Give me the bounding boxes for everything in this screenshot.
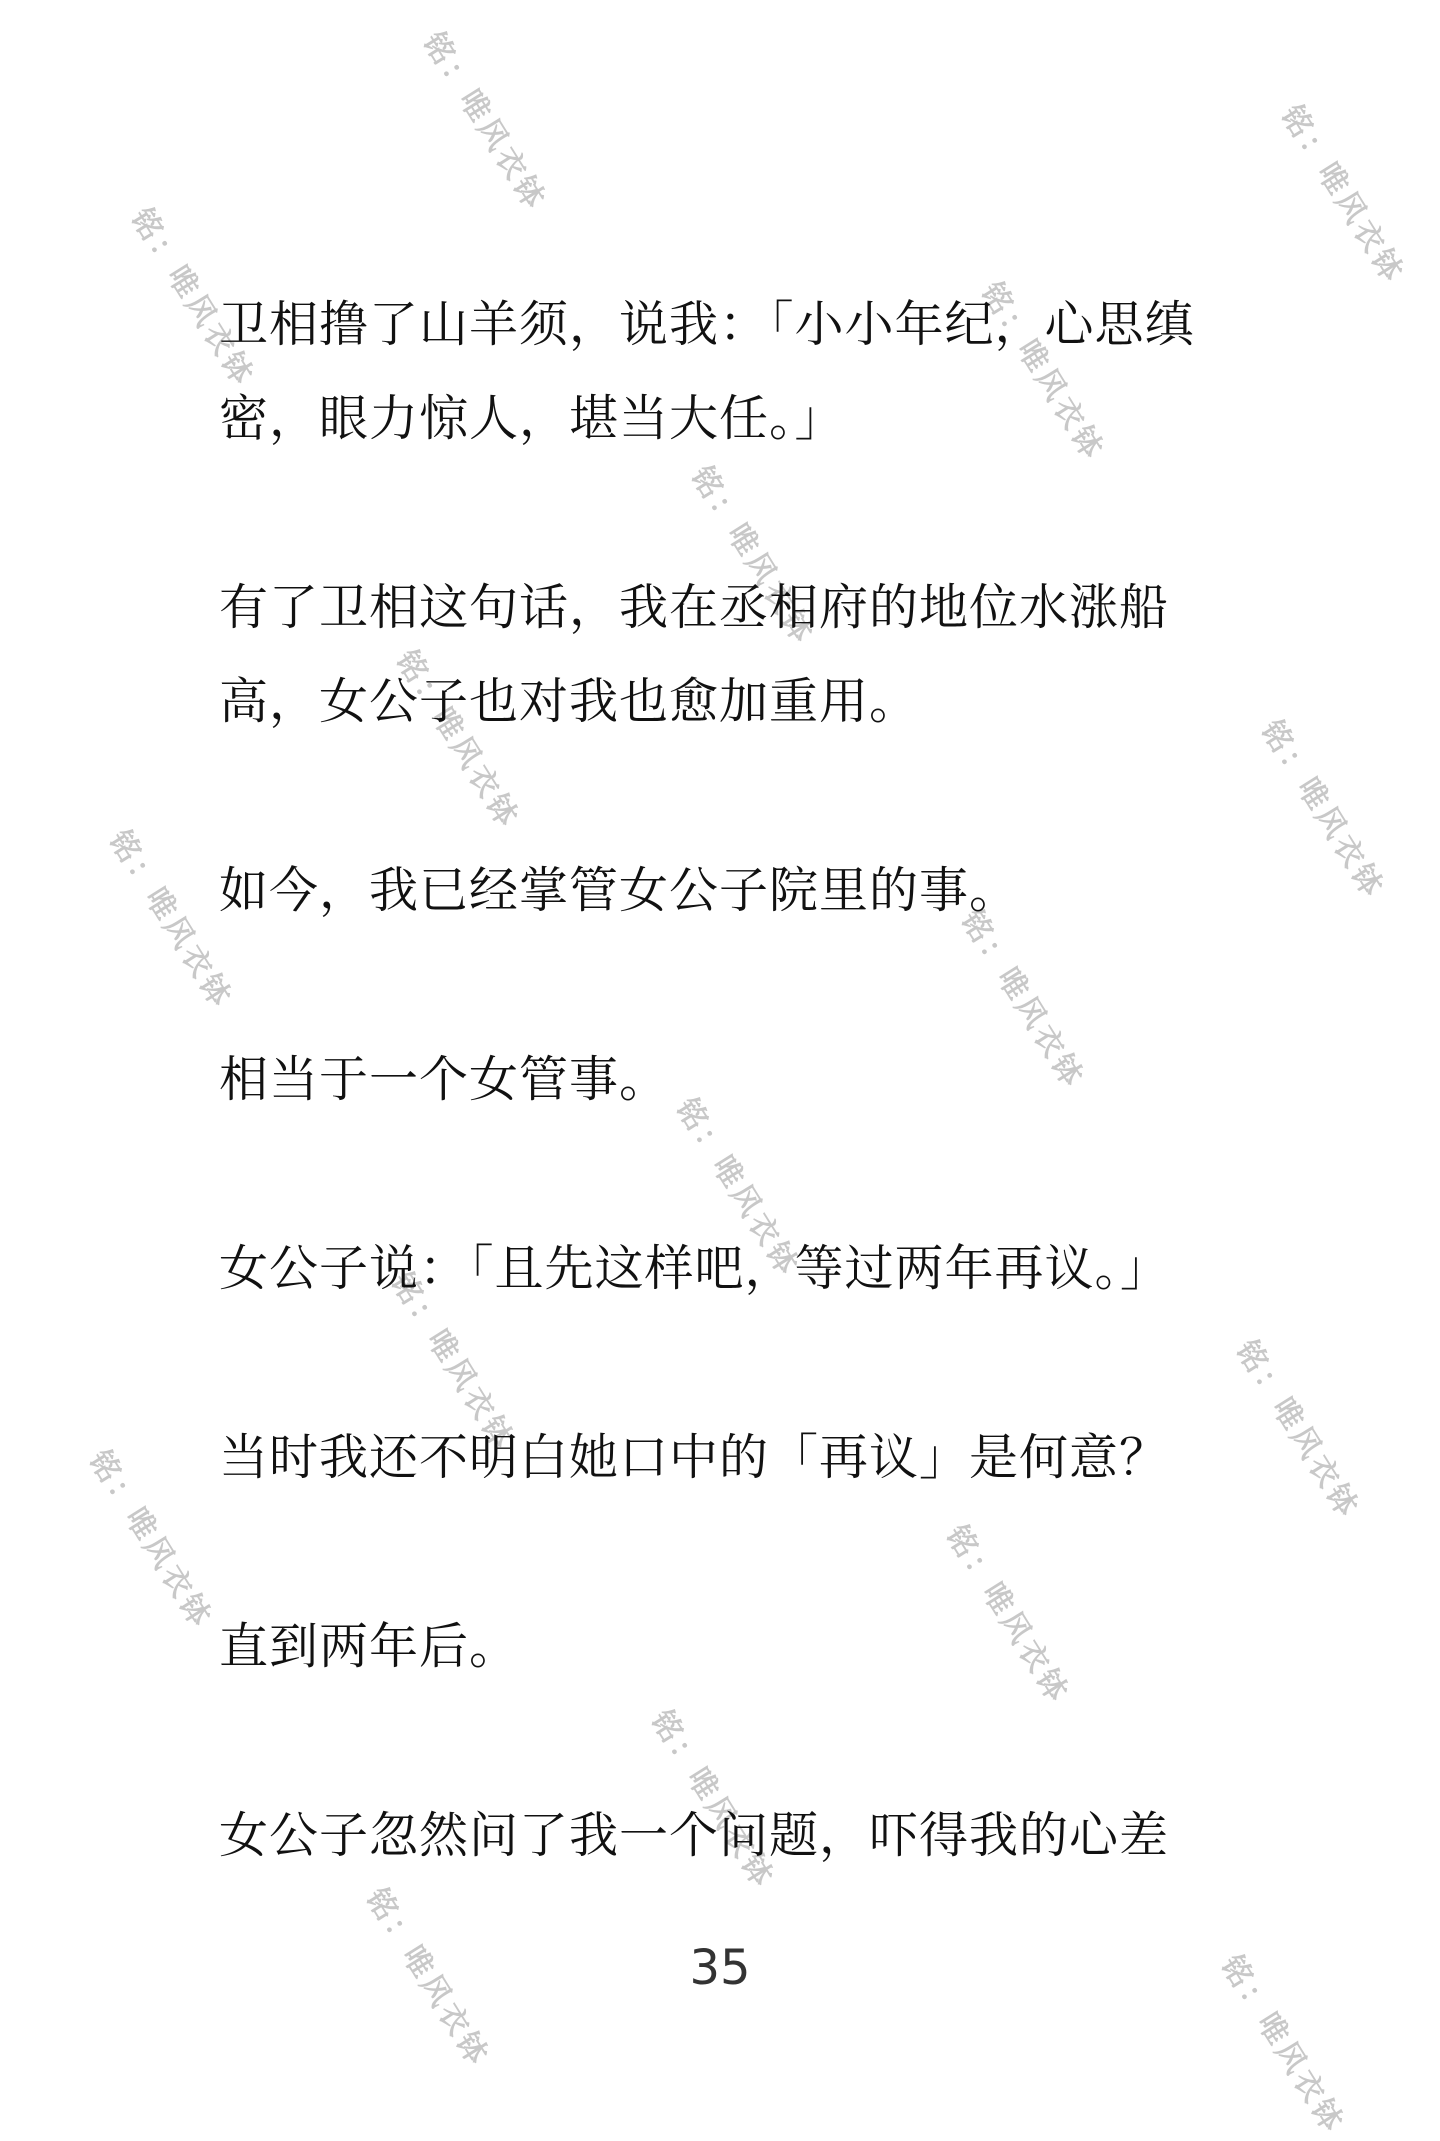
watermark: 铭：唯风衣钵: [1253, 714, 1392, 906]
paragraph: 当时我还不明白她口中的「再议」是何意？: [219, 1429, 1170, 1486]
watermark: 铭：唯风衣钵: [81, 1444, 220, 1636]
watermark: 铭：唯风衣钵: [668, 1092, 807, 1284]
watermark: 铭：唯风衣钵: [683, 460, 822, 652]
watermark: 铭：唯风衣钵: [1228, 1334, 1367, 1526]
watermark: 铭：唯风衣钵: [973, 276, 1112, 468]
watermark: 铭：唯风衣钵: [358, 1882, 497, 2074]
page-number: 35: [689, 1940, 751, 1996]
paragraph: 女公子说：「且先这样吧，等过两年再议。」: [219, 1240, 1171, 1297]
watermark: 铭：唯风衣钵: [1273, 99, 1412, 291]
paragraph: 卫相撸了山羊须，说我：「小小年纪，心思缜密，眼力惊人，堪当大任。」: [219, 296, 1195, 447]
paragraph: 相当于一个女管事。: [219, 1051, 670, 1108]
watermark: 铭：唯风衣钵: [123, 202, 262, 394]
watermark: 铭：唯风衣钵: [938, 1519, 1077, 1711]
watermark: 铭：唯风衣钵: [643, 1704, 782, 1896]
paragraph: 女公子忽然问了我一个问题，吓得我的心差: [219, 1807, 1170, 1864]
watermark: 铭：唯风衣钵: [953, 904, 1092, 1096]
watermark: 铭：唯风衣钵: [101, 824, 240, 1016]
watermark: 铭：唯风衣钵: [383, 1266, 522, 1458]
body-text: [219, 278, 1239, 1978]
paragraph: 如今，我已经掌管女公子院里的事。: [219, 862, 1020, 919]
paragraph: 直到两年后。: [219, 1618, 520, 1675]
watermark: 铭：唯风衣钵: [415, 26, 554, 218]
watermark: 铭：唯风衣钵: [1213, 1949, 1352, 2141]
paragraph: 有了卫相这句话，我在丞相府的地位水涨船高，女公子也对我也愈加重用。: [219, 579, 1170, 730]
watermark: 铭：唯风衣钵: [388, 644, 527, 836]
